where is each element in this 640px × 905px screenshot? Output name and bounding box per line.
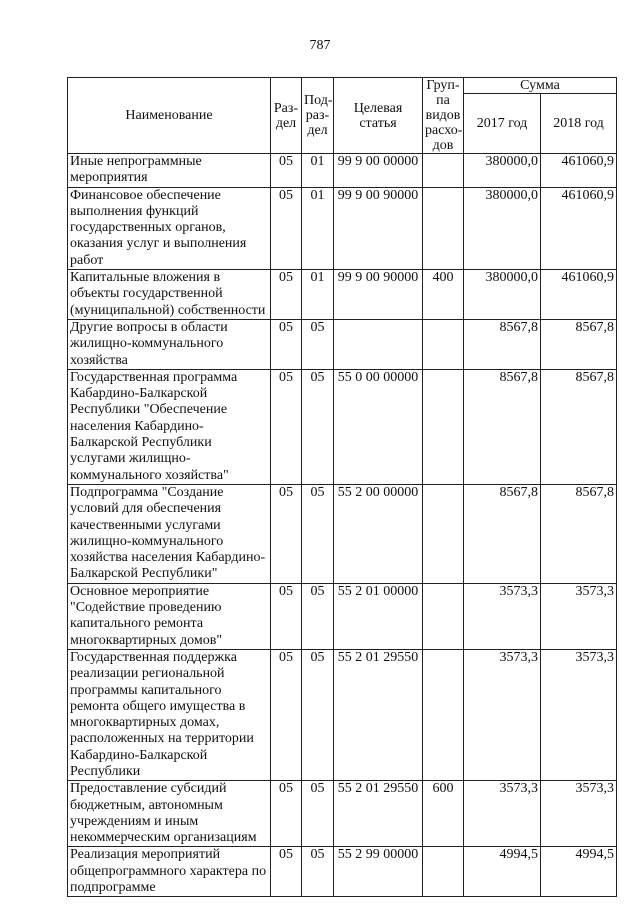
row-subsection: 05 xyxy=(302,781,334,847)
row-group: 600 xyxy=(423,781,464,847)
header-2018: 2018 год xyxy=(541,94,617,154)
row-target xyxy=(334,319,423,369)
row-name: Финансовое обеспечение выполнения функций государственных органов, оказания услуг и выполнения работ xyxy=(68,187,271,269)
row-name: Основное мероприятие "Содействие проведению капитального ремонта многоквартирных домов" xyxy=(68,583,271,649)
row-section: 05 xyxy=(271,781,302,847)
header-subsection: Под- раз- дел xyxy=(302,78,334,154)
row-2018: 3573,3 xyxy=(541,781,617,847)
row-2018: 461060,9 xyxy=(541,187,617,269)
row-2018: 3573,3 xyxy=(541,649,617,780)
row-2017: 380000,0 xyxy=(464,154,541,188)
row-section: 05 xyxy=(271,270,302,320)
row-subsection: 05 xyxy=(302,484,334,583)
row-section: 05 xyxy=(271,847,302,897)
table-row xyxy=(68,154,617,188)
table-row xyxy=(68,319,617,369)
header-name: Наименование xyxy=(68,78,271,154)
row-section: 05 xyxy=(271,319,302,369)
row-group xyxy=(423,649,464,780)
row-group xyxy=(423,319,464,369)
row-subsection: 05 xyxy=(302,583,334,649)
table-row xyxy=(68,484,617,583)
row-2018: 8567,8 xyxy=(541,369,617,484)
table-row xyxy=(68,583,617,649)
row-2018: 461060,9 xyxy=(541,270,617,320)
row-subsection: 01 xyxy=(302,270,334,320)
row-name: Иные непрограммные мероприятия xyxy=(68,154,271,188)
row-name: Предоставление субсидий бюджетным, автономным учреждениям и иным некоммерческим организациям xyxy=(68,781,271,847)
header-group: Груп- па видов расхо- дов xyxy=(423,78,464,154)
row-target: 99 9 00 90000 xyxy=(334,187,423,269)
row-subsection: 01 xyxy=(302,187,334,269)
table-row xyxy=(68,270,617,320)
row-group xyxy=(423,847,464,897)
row-group: 400 xyxy=(423,270,464,320)
row-2017: 380000,0 xyxy=(464,270,541,320)
row-target: 55 2 01 29550 xyxy=(334,781,423,847)
row-group xyxy=(423,583,464,649)
row-2017: 8567,8 xyxy=(464,369,541,484)
row-2017: 8567,8 xyxy=(464,484,541,583)
table-row xyxy=(68,847,617,897)
row-group xyxy=(423,369,464,484)
row-2018: 461060,9 xyxy=(541,154,617,188)
row-target: 55 2 01 00000 xyxy=(334,583,423,649)
row-group xyxy=(423,187,464,269)
row-target: 55 0 00 00000 xyxy=(334,369,423,484)
row-section: 05 xyxy=(271,649,302,780)
row-section: 05 xyxy=(271,187,302,269)
table-row xyxy=(68,649,617,780)
row-name: Государственная программа Кабардино-Балкарской Республики "Обеспечение населения Кабардино-Балкарской Республики услугами жилищно-коммунального хозяйства" xyxy=(68,369,271,484)
row-2017: 3573,3 xyxy=(464,583,541,649)
row-target: 55 2 01 29550 xyxy=(334,649,423,780)
row-name: Капитальные вложения в объекты государственной (муниципальной) собственности xyxy=(68,270,271,320)
row-name: Другие вопросы в области жилищно-коммунального хозяйства xyxy=(68,319,271,369)
row-name: Государственная поддержка реализации региональной программы капитального ремонта общего имущества в многоквартирных домах, расположенных на территории Кабардино-Балкарской Республики xyxy=(68,649,271,780)
row-2017: 3573,3 xyxy=(464,781,541,847)
row-group xyxy=(423,484,464,583)
table-row xyxy=(68,369,617,484)
row-2017: 380000,0 xyxy=(464,187,541,269)
row-target: 99 9 00 00000 xyxy=(334,154,423,188)
row-2017: 3573,3 xyxy=(464,649,541,780)
row-subsection: 05 xyxy=(302,369,334,484)
row-section: 05 xyxy=(271,154,302,188)
row-subsection: 05 xyxy=(302,319,334,369)
row-2018: 4994,5 xyxy=(541,847,617,897)
row-group xyxy=(423,154,464,188)
row-target: 99 9 00 90000 xyxy=(334,270,423,320)
row-2018: 8567,8 xyxy=(541,319,617,369)
row-subsection: 01 xyxy=(302,154,334,188)
row-name: Реализация мероприятий общепрограммного характера по подпрограмме xyxy=(68,847,271,897)
row-target: 55 2 99 00000 xyxy=(334,847,423,897)
row-section: 05 xyxy=(271,369,302,484)
row-target: 55 2 00 00000 xyxy=(334,484,423,583)
table-row xyxy=(68,781,617,847)
row-2017: 8567,8 xyxy=(464,319,541,369)
row-2018: 8567,8 xyxy=(541,484,617,583)
row-section: 05 xyxy=(271,484,302,583)
row-2018: 3573,3 xyxy=(541,583,617,649)
header-2017: 2017 год xyxy=(464,94,541,154)
table-row xyxy=(68,187,617,269)
header-section: Раз- дел xyxy=(271,78,302,154)
row-section: 05 xyxy=(271,583,302,649)
header-sum: Сумма xyxy=(464,78,617,94)
row-subsection: 05 xyxy=(302,649,334,780)
row-2017: 4994,5 xyxy=(464,847,541,897)
row-subsection: 05 xyxy=(302,847,334,897)
page-number: 787 xyxy=(309,38,331,53)
row-name: Подпрограмма "Создание условий для обеспечения качественными услугами жилищно-коммунального хозяйства населения Кабардино-Балкарской Республики" xyxy=(68,484,271,583)
budget-table xyxy=(67,77,617,897)
header-target: Целевая статья xyxy=(334,78,423,154)
